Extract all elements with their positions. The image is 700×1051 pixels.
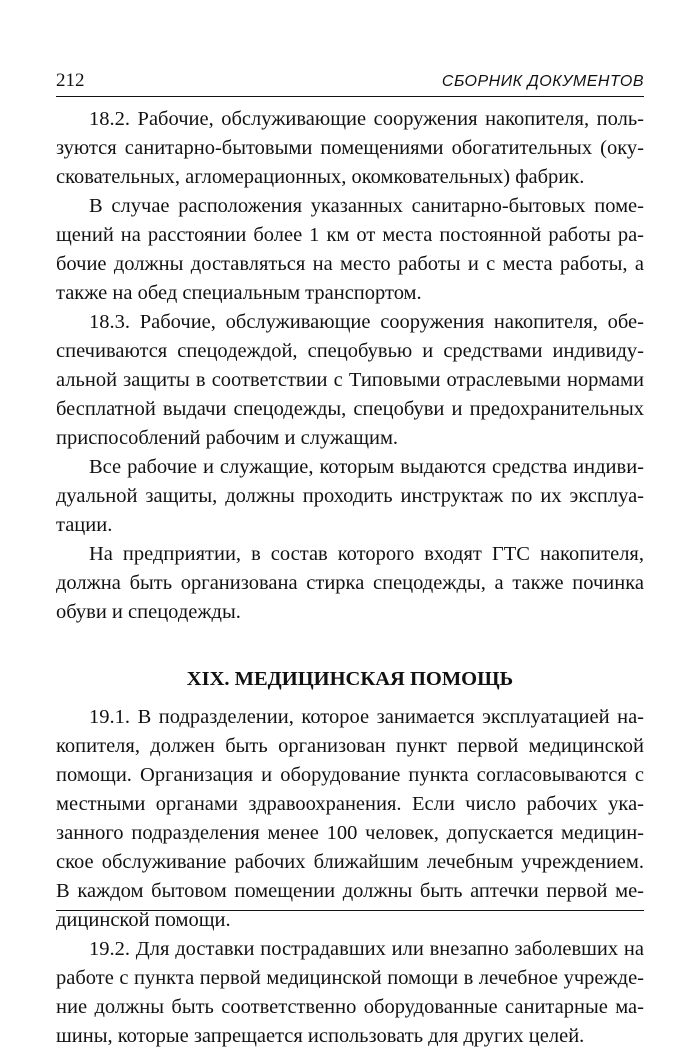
running-header xyxy=(56,70,644,97)
paragraph-18-2: 18.2. Рабочие, обслуживающие сооружения накопителя, пользуются санитарно-бытовыми помещениями обогатительных (окусковательных, агломерационных, окомковательных) фабрик. xyxy=(56,108,644,188)
paragraph-laundry: На предприятии, в состав которого входят ГТС накопителя, должна быть организована стирка спецодежды, а также починка обуви и спецодежды. xyxy=(56,543,644,623)
running-title: СБОРНИК ДОКУМЕНТОВ xyxy=(441,73,644,90)
paragraph-transport: В случае расположения указанных санитарно-бытовых помещений на расстоянии более 1 км от места постоянной работы рабочие должны доставляться на место работы и с места работы, а также на обед специальным транспортом. xyxy=(56,195,644,304)
paragraph-19-2: 19.2. Для доставки пострадавших или внезапно заболевших на работе с пункта первой медицинской помощи в лечебное учреждение должны быть соответственно оборудованные санитарные машины, которые запрещается использовать для других целей. xyxy=(56,938,644,1047)
page-number: 212 xyxy=(56,70,85,91)
paragraph-18-3: 18.3. Рабочие, обслуживающие сооружения накопителя, обеспечиваются спецодеждой, спецобувью и средствами индивидуальной защиты в соответствии с Типовыми отраслевыми нормами бесплатной выдачи спецодежды, спецобуви и предохранительных приспособлений рабочим и служащим. xyxy=(56,311,644,449)
paragraph-instruction: Все рабочие и служащие, которым выдаются средства индивидуальной защиты, должны проходить инструктаж по их эксплуатации. xyxy=(56,456,644,536)
document-page xyxy=(56,70,644,1051)
paragraph-19-1: 19.1. В подразделении, которое занимается эксплуатацией накопителя, должен быть организован пункт первой медицинской помощи. Организация и оборудование пункта согласовываются с местными органами здравоохранения. Если число рабочих указанного подразделения менее 100 человек, допускается медицинское обслуживание рабочих ближайшим лечебным учреждением. В каждом бытовом помещении должны быть аптечки первой медицинской помощи. xyxy=(56,706,644,931)
footer-rule xyxy=(56,910,644,911)
section-heading: XIX. МЕДИЦИНСКАЯ ПОМОЩЬ xyxy=(186,668,514,690)
